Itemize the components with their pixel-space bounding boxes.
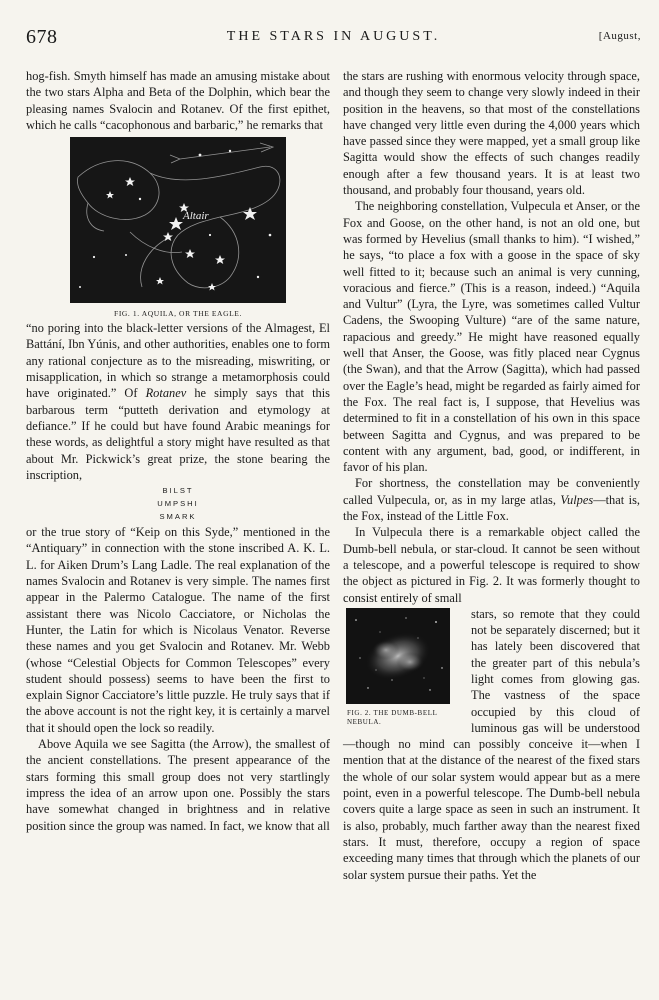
paragraph: the stars are rushing with enormous velocity through space, and though they seem to change very slowly indeed in their position in the heavens, so that most of the constellations have changed very little even during the 4,000 years which have passed since they were mapped, yet a small group like Sagitta would show the effects of such changes readily enough after a few thousand years. It is at least two thousand, and probably four thousand, years old. [343, 69, 640, 198]
inscription-line: SMARK [159, 512, 197, 522]
constellation-drawing [70, 137, 286, 303]
running-header [26, 26, 641, 52]
nebula-drawing [346, 608, 450, 704]
italic-term: Vulpes [560, 492, 594, 507]
paragraph [26, 320, 330, 483]
paragraph-text: —that is, the Fox, instead of the Little Fox. [343, 492, 640, 524]
quote-text: “no poring into the black-letter versions of the Almagest, El Battání, Ibn Yúnis, and other authorities, enables one to form any rational conjecture as to the misreading, miswriting, or misapplication, in which so strange a metamorphosis could have originated.” Of [26, 321, 330, 401]
paragraph: The neighboring constellation, Vulpecula et Anser, or the Fox and Goose, on the other hand, is not an old one, but was formed by Hevelius (small thanks to him). “I wished,” he says, “to place a fox with a goose in the space of sky well fitted to it; because such an animal is very cunning, voracious and fierce.” (This is a reason, indeed.) “Aquila and Vultur” (Lyra, the Lyre, was sometimes called Vultur Cadens, the Swooping Vulture) “are of the same nature, rapacious and greedy.” He might have reasoned equally well that Anser, the Goose, was fitly placed near Cygnus (the Swan), and that the Arrow (Sagitta), which had passed over the Eagle’s head, might be regarded as fairly aimed for the Fox. The real fact is, I suppose, that Hevelius was determined to fit in a constellation of his own in this space between Sagitta and Cygnus, and was prepared to be content with any argument, bad, good, or indifferent, in favor of his plan. [343, 199, 640, 475]
paragraph [343, 475, 640, 524]
stone-inscription [26, 484, 330, 523]
italic-term: Rotanev [145, 386, 187, 401]
figure-caption: FIG. 2. THE DUMB-BELL NEBULA. [347, 708, 438, 726]
paragraph: stars, so remote that they could not be separately discerned; but it has lately been discovered that the greater part of this nebula’s light comes from glowing gas. The vastness of the space occupied by this cloud of luminous gas will be understood—though no mind can possibly conceive it—when I mention that at the distance of the nearest of the fixed stars the whole of our solar system would appear but as a mere point, even in a powerful telescope. The Dumb-bell nebula covers quite a large space as seen in such an instrument. It is also, probably, much farther away than the nearest fixed stars. It must, therefore, occupy a region of space exceeding many times that through which the planets of our solar system pursue their paths. Yet the [343, 606, 640, 882]
inscription-line: BILST [162, 486, 194, 496]
figure-caption: FIG. 1. AQUILA, OR THE EAGLE. [114, 309, 242, 319]
running-title: THE STARS IN AUGUST. [226, 29, 441, 44]
aquila-illustration [70, 137, 286, 303]
left-column [26, 68, 330, 834]
inscription-line: UMPSHI [157, 499, 199, 509]
figure-dumbbell [343, 608, 463, 727]
paragraph: Above Aquila we see Sagitta (the Arrow), the smallest of the ancient constellations. The present appearance of the stars forming this small group does not very startlingly impress the idea of an arrow upon one. Possibly the stars have somewhat changed in brightness and in relative position since the group was named. In fact, we know that all [26, 737, 330, 833]
altair-label: Altair [183, 210, 209, 223]
page-number: 678 [26, 26, 58, 48]
paragraph-text: he simply says that this barbarous term “putteth derivation and etymology at defiance.” If he could but have found Arabic meanings for these words, as delightful a story might have resulted as that about Mr. Pickwick’s great prize, the stone bearing the inscription, [26, 386, 330, 482]
paragraph: In Vulpecula there is a remarkable object called the Dumb-bell nebula, or star-cloud. It cannot be seen without a telescope, and a powerful telescope is required to show the object as pictured in Fig. 2. It was formerly thought to consist entirely of small [343, 525, 640, 605]
figure-aquila [26, 137, 330, 318]
paragraph: hog-fish. Smyth himself has made an amusing mistake about the two stars Alpha and Beta of the Dolphin, which bear the pleasing names Svalocin and Rotanev. Of the first epithet, which he calls “cacophonous and barbaric,” he remarks that [26, 69, 330, 132]
right-column [343, 68, 640, 883]
running-month: [August, [598, 30, 641, 42]
paragraph: or the true story of “Keip on this Syde,” mentioned in the “Antiquary” in connection with the stone inscribed A. K. L. L. for Aiken Drum’s Lang Ladle. The real explanation of the names Svalocin and Rotanev is very simple. The names first appear in the Palermo Catalogue. The name of the first assistant there was Nicolo Cacciatore, or Nicholas the Hunter, the Latin for which is Nicolaus Venator. Reverse these names and you get Svalocin and Rotanev. Mr. Webb (whose “Celestial Objects for Common Telescopes” every student should possess) seems to have been the first to explain Signor Cacciatore’s little puzzle. He truly says that if the above account is not the right key, it is certainly a marvel that it should open the lock so readily. [26, 525, 330, 735]
paragraph-text: For shortness, the constellation may be conveniently called Vulpecula, or, as in my large atlas, [343, 476, 640, 507]
dumbbell-nebula-illustration [346, 608, 450, 704]
